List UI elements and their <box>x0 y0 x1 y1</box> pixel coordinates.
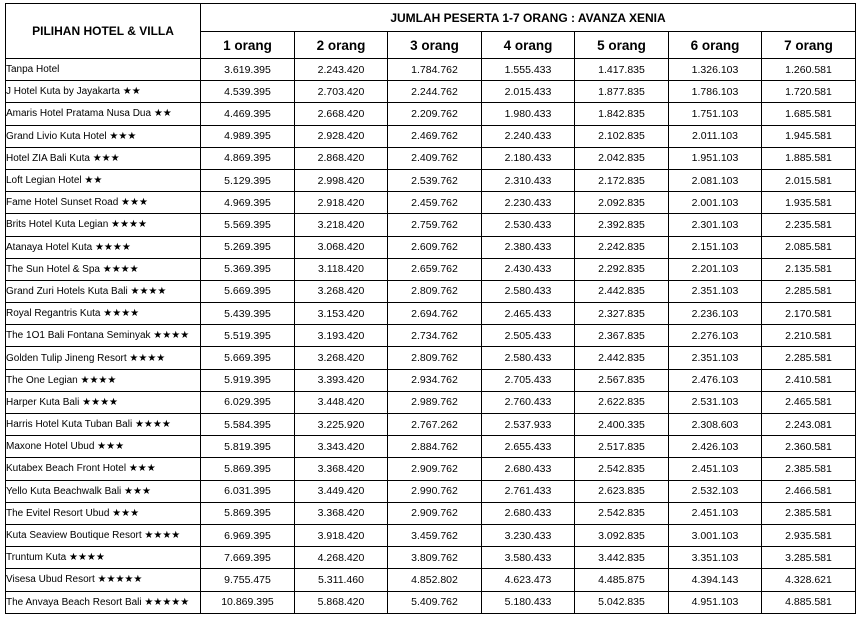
price-cell: 2.385.581 <box>762 502 856 524</box>
price-cell: 2.476.103 <box>669 369 762 391</box>
price-cell: 2.285.581 <box>762 347 856 369</box>
price-cell: 2.622.835 <box>575 391 669 413</box>
price-cell: 2.308.603 <box>669 414 762 436</box>
price-cell: 2.809.762 <box>388 347 482 369</box>
price-cell: 2.989.762 <box>388 391 482 413</box>
price-cell: 2.380.433 <box>482 236 575 258</box>
table-row <box>6 59 856 81</box>
price-cell: 2.351.103 <box>669 347 762 369</box>
table-row <box>6 547 856 569</box>
hotel-name-cell: Yello Kuta Beachwalk Bali ★★★ <box>6 480 201 502</box>
price-cell: 2.301.103 <box>669 214 762 236</box>
price-cell: 2.934.762 <box>388 369 482 391</box>
hotel-name-cell: Harris Hotel Kuta Tuban Bali ★★★★ <box>6 414 201 436</box>
table-row <box>6 236 856 258</box>
price-cell: 4.485.875 <box>575 569 669 591</box>
price-cell: 2.451.103 <box>669 458 762 480</box>
price-cell: 2.243.081 <box>762 414 856 436</box>
price-cell: 4.623.473 <box>482 569 575 591</box>
price-cell: 2.668.420 <box>295 103 388 125</box>
hotel-name-cell: Kuta Seaview Boutique Resort ★★★★ <box>6 524 201 546</box>
price-cell: 2.102.835 <box>575 125 669 147</box>
price-cell: 2.809.762 <box>388 280 482 302</box>
price-cell: 4.951.103 <box>669 591 762 613</box>
price-cell: 1.417.835 <box>575 59 669 81</box>
price-cell: 2.530.433 <box>482 214 575 236</box>
price-cell: 1.720.581 <box>762 81 856 103</box>
price-cell: 4.394.143 <box>669 569 762 591</box>
price-cell: 2.465.433 <box>482 303 575 325</box>
table-row <box>6 147 856 169</box>
pax-column-header: 6 orang <box>669 32 762 59</box>
price-cell: 3.268.420 <box>295 280 388 302</box>
price-cell: 2.015.581 <box>762 169 856 191</box>
price-cell: 1.751.103 <box>669 103 762 125</box>
price-cell: 5.409.762 <box>388 591 482 613</box>
price-cell: 2.767.262 <box>388 414 482 436</box>
price-cell: 2.918.420 <box>295 192 388 214</box>
price-cell: 3.343.420 <box>295 436 388 458</box>
price-cell: 2.694.762 <box>388 303 482 325</box>
price-cell: 2.505.433 <box>482 325 575 347</box>
price-cell: 2.244.762 <box>388 81 482 103</box>
price-cell: 2.659.762 <box>388 258 482 280</box>
hotel-column-header: PILIHAN HOTEL & VILLA <box>6 4 201 59</box>
hotel-name-cell: Harper Kuta Bali ★★★★ <box>6 391 201 413</box>
price-cell: 1.980.433 <box>482 103 575 125</box>
pax-column-header: 7 orang <box>762 32 856 59</box>
price-cell: 1.555.433 <box>482 59 575 81</box>
price-cell: 4.268.420 <box>295 547 388 569</box>
price-cell: 3.285.581 <box>762 547 856 569</box>
price-cell: 2.209.762 <box>388 103 482 125</box>
price-cell: 3.448.420 <box>295 391 388 413</box>
price-cell: 2.680.433 <box>482 502 575 524</box>
price-cell: 2.201.103 <box>669 258 762 280</box>
price-cell: 4.869.395 <box>201 147 295 169</box>
price-cell: 2.734.762 <box>388 325 482 347</box>
table-row <box>6 280 856 302</box>
price-cell: 2.459.762 <box>388 192 482 214</box>
price-table <box>5 3 856 614</box>
hotel-name-cell: Grand Zuri Hotels Kuta Bali ★★★★ <box>6 280 201 302</box>
price-cell: 1.685.581 <box>762 103 856 125</box>
price-cell: 3.442.835 <box>575 547 669 569</box>
price-cell: 3.068.420 <box>295 236 388 258</box>
price-cell: 2.085.581 <box>762 236 856 258</box>
table-row <box>6 414 856 436</box>
price-cell: 3.459.762 <box>388 524 482 546</box>
price-cell: 1.260.581 <box>762 59 856 81</box>
price-cell: 5.819.395 <box>201 436 295 458</box>
table-row <box>6 436 856 458</box>
hotel-name-cell: Loft Legian Hotel ★★ <box>6 169 201 191</box>
price-cell: 9.755.475 <box>201 569 295 591</box>
price-cell: 2.430.433 <box>482 258 575 280</box>
price-cell: 2.761.433 <box>482 480 575 502</box>
price-cell: 3.351.103 <box>669 547 762 569</box>
price-cell: 1.885.581 <box>762 147 856 169</box>
hotel-name-cell: Atanaya Hotel Kuta ★★★★ <box>6 236 201 258</box>
price-cell: 2.292.835 <box>575 258 669 280</box>
table-row <box>6 81 856 103</box>
table-row <box>6 258 856 280</box>
price-cell: 5.869.395 <box>201 502 295 524</box>
price-cell: 2.442.835 <box>575 347 669 369</box>
price-cell: 2.011.103 <box>669 125 762 147</box>
price-cell: 2.172.835 <box>575 169 669 191</box>
pax-column-header: 2 orang <box>295 32 388 59</box>
price-cell: 3.092.835 <box>575 524 669 546</box>
price-cell: 2.517.835 <box>575 436 669 458</box>
price-cell: 2.410.581 <box>762 369 856 391</box>
price-cell: 3.225.920 <box>295 414 388 436</box>
price-cell: 3.393.420 <box>295 369 388 391</box>
hotel-name-cell: The One Legian ★★★★ <box>6 369 201 391</box>
hotel-name-cell: Kutabex Beach Front Hotel ★★★ <box>6 458 201 480</box>
hotel-name-cell: Royal Regantris Kuta ★★★★ <box>6 303 201 325</box>
price-cell: 5.042.835 <box>575 591 669 613</box>
price-cell: 2.243.420 <box>295 59 388 81</box>
price-cell: 2.042.835 <box>575 147 669 169</box>
price-cell: 2.092.835 <box>575 192 669 214</box>
price-cell: 1.935.581 <box>762 192 856 214</box>
price-cell: 1.842.835 <box>575 103 669 125</box>
price-cell: 6.969.395 <box>201 524 295 546</box>
price-cell: 2.759.762 <box>388 214 482 236</box>
price-cell: 2.909.762 <box>388 502 482 524</box>
price-cell: 2.990.762 <box>388 480 482 502</box>
price-cell: 5.369.395 <box>201 258 295 280</box>
price-cell: 2.760.433 <box>482 391 575 413</box>
price-cell: 2.240.433 <box>482 125 575 147</box>
hotel-name-cell: Golden Tulip Jineng Resort ★★★★ <box>6 347 201 369</box>
price-cell: 3.153.420 <box>295 303 388 325</box>
price-cell: 7.669.395 <box>201 547 295 569</box>
price-cell: 5.269.395 <box>201 236 295 258</box>
price-cell: 2.230.433 <box>482 192 575 214</box>
price-cell: 2.442.835 <box>575 280 669 302</box>
price-cell: 2.151.103 <box>669 236 762 258</box>
price-cell: 3.809.762 <box>388 547 482 569</box>
price-cell: 2.285.581 <box>762 280 856 302</box>
price-cell: 2.409.762 <box>388 147 482 169</box>
hotel-name-cell: Amaris Hotel Pratama Nusa Dua ★★ <box>6 103 201 125</box>
pax-column-header: 3 orang <box>388 32 482 59</box>
price-cell: 5.569.395 <box>201 214 295 236</box>
price-cell: 3.193.420 <box>295 325 388 347</box>
price-cell: 2.015.433 <box>482 81 575 103</box>
price-cell: 4.328.621 <box>762 569 856 591</box>
hotel-name-cell: The Anvaya Beach Resort Bali ★★★★★ <box>6 591 201 613</box>
price-cell: 2.327.835 <box>575 303 669 325</box>
price-cell: 1.877.835 <box>575 81 669 103</box>
price-cell: 6.031.395 <box>201 480 295 502</box>
price-cell: 2.235.581 <box>762 214 856 236</box>
price-cell: 2.001.103 <box>669 192 762 214</box>
price-cell: 3.368.420 <box>295 502 388 524</box>
price-cell: 4.469.395 <box>201 103 295 125</box>
price-cell: 2.170.581 <box>762 303 856 325</box>
price-cell: 3.001.103 <box>669 524 762 546</box>
table-row <box>6 192 856 214</box>
pax-column-header: 4 orang <box>482 32 575 59</box>
price-cell: 3.218.420 <box>295 214 388 236</box>
price-cell: 2.884.762 <box>388 436 482 458</box>
table-row <box>6 303 856 325</box>
table-header <box>6 4 856 59</box>
price-cell: 2.655.433 <box>482 436 575 458</box>
price-cell: 2.537.933 <box>482 414 575 436</box>
hotel-name-cell: Tanpa Hotel <box>6 59 201 81</box>
price-cell: 1.945.581 <box>762 125 856 147</box>
table-body <box>6 59 856 614</box>
hotel-name-cell: Fame Hotel Sunset Road ★★★ <box>6 192 201 214</box>
price-cell: 2.451.103 <box>669 502 762 524</box>
price-cell: 6.029.395 <box>201 391 295 413</box>
price-cell: 2.580.433 <box>482 347 575 369</box>
price-cell: 2.385.581 <box>762 458 856 480</box>
hotel-name-cell: Maxone Hotel Ubud ★★★ <box>6 436 201 458</box>
table-row <box>6 502 856 524</box>
price-cell: 2.531.103 <box>669 391 762 413</box>
pax-column-header: 5 orang <box>575 32 669 59</box>
price-cell: 4.989.395 <box>201 125 295 147</box>
table-row <box>6 347 856 369</box>
table-row <box>6 391 856 413</box>
hotel-name-cell: The 1O1 Bali Fontana Seminyak ★★★★ <box>6 325 201 347</box>
price-cell: 2.469.762 <box>388 125 482 147</box>
price-cell: 5.180.433 <box>482 591 575 613</box>
price-cell: 2.705.433 <box>482 369 575 391</box>
price-cell: 5.669.395 <box>201 280 295 302</box>
table-row <box>6 569 856 591</box>
table-row <box>6 103 856 125</box>
pax-column-header: 1 orang <box>201 32 295 59</box>
price-cell: 2.567.835 <box>575 369 669 391</box>
price-cell: 4.539.395 <box>201 81 295 103</box>
price-cell: 2.426.103 <box>669 436 762 458</box>
table-row <box>6 591 856 613</box>
price-cell: 5.519.395 <box>201 325 295 347</box>
price-cell: 4.852.802 <box>388 569 482 591</box>
price-cell: 2.210.581 <box>762 325 856 347</box>
price-cell: 2.532.103 <box>669 480 762 502</box>
price-cell: 2.310.433 <box>482 169 575 191</box>
price-cell: 2.465.581 <box>762 391 856 413</box>
price-cell: 3.918.420 <box>295 524 388 546</box>
price-cell: 2.360.581 <box>762 436 856 458</box>
hotel-name-cell: J Hotel Kuta by Jayakarta ★★ <box>6 81 201 103</box>
price-cell: 5.311.460 <box>295 569 388 591</box>
price-cell: 3.268.420 <box>295 347 388 369</box>
price-cell: 2.542.835 <box>575 502 669 524</box>
price-cell: 2.351.103 <box>669 280 762 302</box>
table-row <box>6 325 856 347</box>
hotel-name-cell: Grand Livio Kuta Hotel ★★★ <box>6 125 201 147</box>
group-header: JUMLAH PESERTA 1-7 ORANG : AVANZA XENIA <box>201 4 856 32</box>
hotel-name-cell: The Sun Hotel & Spa ★★★★ <box>6 258 201 280</box>
table-row <box>6 369 856 391</box>
price-cell: 2.400.335 <box>575 414 669 436</box>
price-cell: 2.609.762 <box>388 236 482 258</box>
price-cell: 3.449.420 <box>295 480 388 502</box>
price-cell: 2.466.581 <box>762 480 856 502</box>
price-cell: 1.951.103 <box>669 147 762 169</box>
price-cell: 5.919.395 <box>201 369 295 391</box>
price-cell: 5.129.395 <box>201 169 295 191</box>
hotel-name-cell: Truntum Kuta ★★★★ <box>6 547 201 569</box>
price-cell: 4.969.395 <box>201 192 295 214</box>
price-cell: 3.368.420 <box>295 458 388 480</box>
header-row-group <box>6 4 856 32</box>
price-cell: 3.118.420 <box>295 258 388 280</box>
table-row <box>6 169 856 191</box>
price-cell: 2.135.581 <box>762 258 856 280</box>
price-cell: 2.935.581 <box>762 524 856 546</box>
price-cell: 2.703.420 <box>295 81 388 103</box>
price-cell: 10.869.395 <box>201 591 295 613</box>
price-cell: 2.680.433 <box>482 458 575 480</box>
price-cell: 3.580.433 <box>482 547 575 569</box>
price-cell: 2.242.835 <box>575 236 669 258</box>
price-cell: 2.928.420 <box>295 125 388 147</box>
price-cell: 2.539.762 <box>388 169 482 191</box>
price-cell: 3.619.395 <box>201 59 295 81</box>
price-cell: 5.439.395 <box>201 303 295 325</box>
table-row <box>6 214 856 236</box>
price-cell: 2.392.835 <box>575 214 669 236</box>
price-cell: 2.276.103 <box>669 325 762 347</box>
price-cell: 2.623.835 <box>575 480 669 502</box>
price-cell: 2.868.420 <box>295 147 388 169</box>
price-cell: 3.230.433 <box>482 524 575 546</box>
price-cell: 1.326.103 <box>669 59 762 81</box>
price-cell: 1.786.103 <box>669 81 762 103</box>
table-row <box>6 480 856 502</box>
price-cell: 2.236.103 <box>669 303 762 325</box>
price-cell: 5.869.395 <box>201 458 295 480</box>
price-cell: 2.580.433 <box>482 280 575 302</box>
price-cell: 2.081.103 <box>669 169 762 191</box>
price-cell: 2.542.835 <box>575 458 669 480</box>
hotel-name-cell: The Evitel Resort Ubud ★★★ <box>6 502 201 524</box>
price-cell: 2.998.420 <box>295 169 388 191</box>
price-cell: 4.885.581 <box>762 591 856 613</box>
price-cell: 2.367.835 <box>575 325 669 347</box>
hotel-name-cell: Visesa Ubud Resort ★★★★★ <box>6 569 201 591</box>
table-row <box>6 125 856 147</box>
table-row <box>6 458 856 480</box>
price-cell: 5.584.395 <box>201 414 295 436</box>
price-cell: 1.784.762 <box>388 59 482 81</box>
hotel-name-cell: Hotel ZIA Bali Kuta ★★★ <box>6 147 201 169</box>
table-row <box>6 524 856 546</box>
price-cell: 2.909.762 <box>388 458 482 480</box>
hotel-name-cell: Brits Hotel Kuta Legian ★★★★ <box>6 214 201 236</box>
price-cell: 5.868.420 <box>295 591 388 613</box>
price-cell: 2.180.433 <box>482 147 575 169</box>
price-cell: 5.669.395 <box>201 347 295 369</box>
